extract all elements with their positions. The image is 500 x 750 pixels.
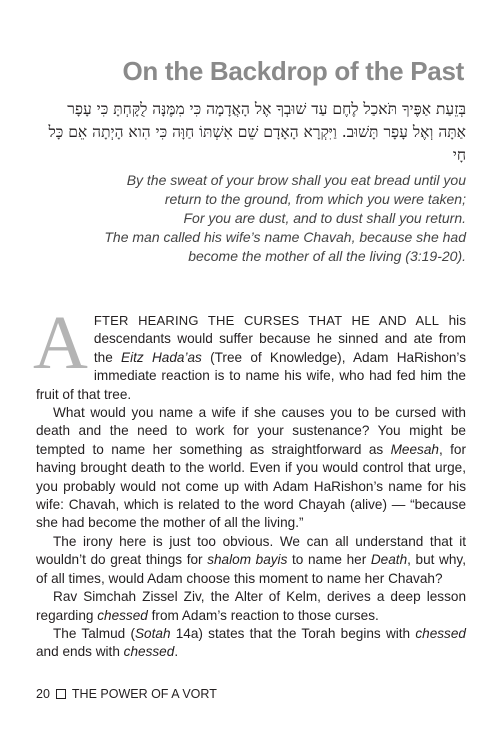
- paragraph: The irony here is just too obvious. We can all understand that it wouldn’t do great things for shalom bayis to name her Death, but why, of all times, would Adam choose this moment to name her Chavah?: [36, 533, 466, 586]
- term-italic: Sotah: [134, 625, 171, 641]
- chapter-title: On the Backdrop of the Past: [122, 56, 464, 86]
- paragraph: Rav Simchah Zissel Ziv, the Alter of Kelm, derives a deep lesson regarding chessed from Adam’s reaction to those curses.: [36, 589, 466, 623]
- drop-cap: A: [33, 301, 88, 385]
- translation-line: The man called his wife’s name Chavah, because she had: [104, 229, 466, 245]
- term-italic: Meesah: [390, 441, 439, 457]
- term-italic: Death: [370, 552, 408, 568]
- verse-translation: [36, 171, 466, 266]
- paragraph: AFTER HEARING THE CURSES THAT HE AND ALL his descendants would suffer because he sinned and ate from the Eitz Hada’as (Tree of Knowledge), Adam HaRishon’s immediate reaction is to name his wife, who had fed him the fruit of that tree.: [33, 301, 467, 402]
- translation-line: For you are dust, and to dust shall you return.: [183, 210, 466, 226]
- translation-line: become the mother of all the living (3:19-20).: [188, 248, 466, 264]
- running-head: THE POWER OF A VORT: [71, 687, 217, 701]
- term-italic: chessed: [415, 625, 466, 641]
- opening-small-caps: FTER HEARING THE CURSES THAT HE AND ALL: [93, 313, 440, 328]
- term-italic: Eitz Hada’as: [121, 349, 202, 365]
- paragraph: The Talmud (Sotah 14a) states that the Torah begins with chessed and ends with chessed.: [36, 625, 466, 660]
- page-footer: [36, 687, 217, 701]
- body-text: [33, 301, 467, 662]
- paragraph: What would you name a wife if she causes you to be cursed with death and the need to work for your sustenance? You might be tempted to name her something as straightforward as Meesah, for having brought death to the world. Even if you would control that urge, you probably would not come up with Adam HaRishon’s name for his wife: Chavah, which is related to the word Chayah (alive) — “because she had become the mother of all the living.”: [36, 405, 466, 531]
- term-italic: shalom bayis: [207, 552, 288, 568]
- square-separator-icon: [56, 689, 66, 699]
- term-italic: chessed: [97, 607, 148, 623]
- translation-line: return to the ground, from which you were taken;: [164, 191, 466, 207]
- hebrew-verse: בְּזֵעַת אַפֶּיךָ תֹּאכַל לֶחֶם עַד שׁוּבְךָ אֶל הָאֲדָמָה כִּי מִמֶּנָּה לֻקָּחְתָּ כִּי עָפָר אַתָּה וְאֶל עָפָר תָּשׁוּב. וַיִּקְרָא הָאָדָם שֵׁם אִשְׁתּוֹ חַוָּה כִּי הִוא הָיְתָה אֵם כָּל חָי: [48, 100, 466, 164]
- translation-line: By the sweat of your brow shall you eat bread until you: [126, 172, 466, 188]
- page-number: 20: [36, 687, 50, 701]
- term-italic: chessed: [123, 644, 175, 660]
